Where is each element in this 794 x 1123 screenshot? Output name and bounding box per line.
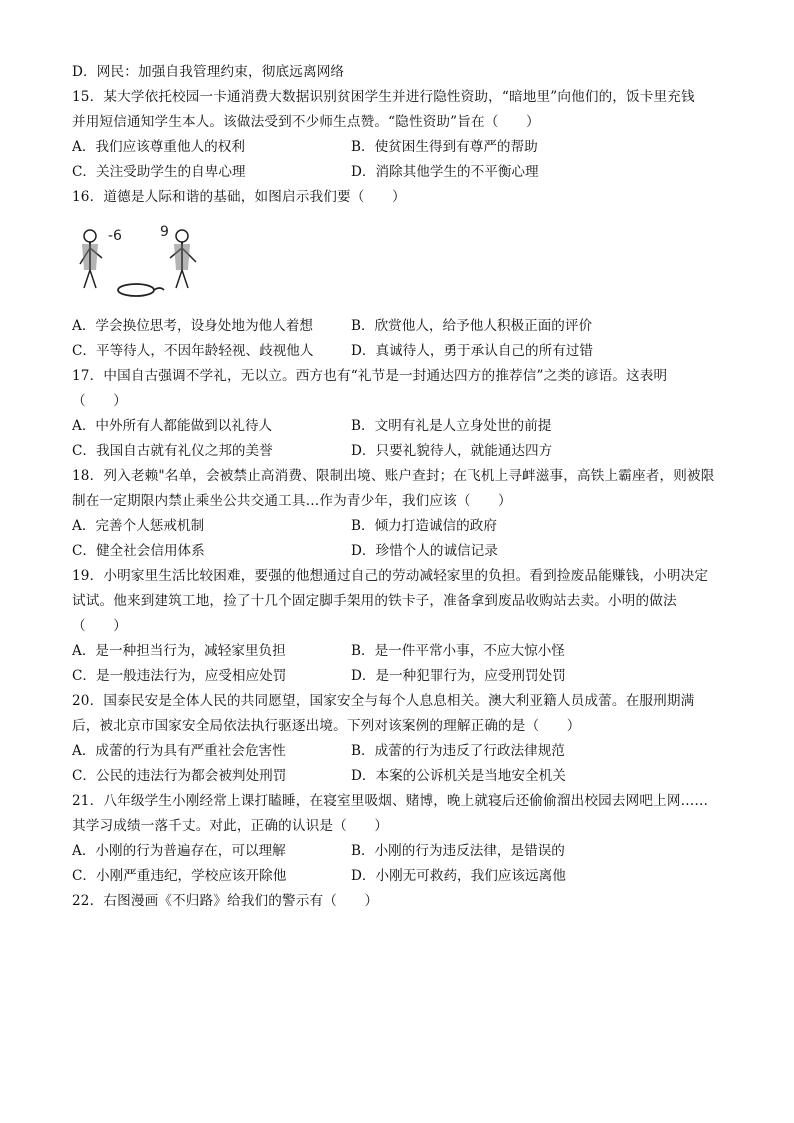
q19-stem-line-3: （ ） — [72, 618, 127, 634]
q15-stem-line-2: 并用短信通知学生本人。该做法受到不少师生点赞。“隐性资助”旨在（ ） — [72, 114, 540, 130]
q18-option-b: B．倾力打造诚信的政府 — [351, 518, 497, 534]
q20-option-b: B．成蕾的行为违反了行政法律规范 — [351, 743, 565, 759]
q18-option-c: C．健全社会信用体系 — [72, 543, 205, 559]
q17-option-c: C．我国自古就有礼仪之邦的美誉 — [72, 443, 273, 459]
q19-stem-line-1: 19．小明家里生活比较困难，要强的他想通过自己的劳动减轻家里的负担。看到捡废品能赚钱，小明决定 — [72, 568, 709, 584]
q20-option-a: A．成蕾的行为具有严重社会危害性 — [72, 743, 286, 759]
q15-option-b: B．使贫困生得到有尊严的帮助 — [351, 139, 538, 155]
q17-stem-line-1: 17．中国自古强调不学礼，无以立。西方也有“礼节是一封通达四方的推荐信”之类的谚语。这表明 — [72, 368, 668, 384]
q16-option-d: D．真诚待人，勇于承认自己的所有过错 — [351, 343, 593, 359]
q21-stem-line-2: 其学习成绩一落千丈。对此，正确的认识是（ ） — [72, 818, 389, 834]
q16-stem: 16．道德是人际和谐的基础，如图启示我们要（ ） — [72, 189, 406, 205]
q17-option-d: D．只要礼貌待人，就能通达四方 — [351, 443, 553, 459]
q21-option-a: A．小刚的行为普遍存在，可以理解 — [72, 843, 286, 859]
q15-option-c: C．关注受助学生的自卑心理 — [72, 164, 246, 180]
q21-stem-line-1: 21．八年级学生小刚经常上课打瞌睡，在寝室里吸烟、赌博，晚上就寝后还偷偷溜出校园去网吧上网…… — [72, 793, 709, 809]
q17-option-b: B．文明有礼是人立身处世的前提 — [351, 418, 552, 434]
q15-stem-line-1: 15．某大学依托校园一卡通消费大数据识别贫困学生并进行隐性资助，“暗地里”向他们的，饭卡里充钱 — [72, 89, 695, 105]
q18-option-a: A．完善个人惩戒机制 — [72, 518, 205, 534]
q19-stem-line-2: 试试。他来到建筑工地，捡了十几个固定脚手架用的铁卡子，准备拿到废品收购站去卖。小明的做法 — [72, 593, 677, 609]
q16-option-a: A．学会换位思考，设身处地为他人着想 — [72, 318, 313, 334]
q22-stem: 22．右图漫画《不归路》给我们的警示有（ ） — [72, 893, 379, 909]
q21-option-b: B．小刚的行为违反法律，是错误的 — [351, 843, 565, 859]
q21-option-c: C．小刚严重违纪，学校应该开除他 — [72, 868, 287, 884]
q20-option-d: D．本案的公诉机关是当地安全机关 — [351, 768, 566, 784]
q18-option-d: D．珍惜个人的诚信记录 — [351, 543, 498, 559]
q14-option-d: D．网民：加强自我管理约束，彻底远离网络 — [72, 64, 345, 80]
q18-stem-line-2: 制在一定期限内禁止乘坐公共交通工具…作为青少年，我们应该（ ） — [72, 493, 512, 509]
q21-option-d: D．小刚无可救药，我们应该远离他 — [351, 868, 566, 884]
q15-option-d: D．消除其他学生的不平衡心理 — [351, 164, 539, 180]
q17-stem-line-2: （ ） — [72, 393, 127, 409]
q18-stem-line-1: 18．列入老赖"名单，会被禁止高消费、限制出境、账户查封；在飞机上寻衅滋事，高铁上霸座者，则被限 — [72, 468, 715, 484]
q19-option-c: C．是一般违法行为，应受相应处罚 — [72, 668, 287, 684]
q19-option-d: D．是一种犯罪行为，应受刑罚处罚 — [351, 668, 566, 684]
q20-stem-line-2: 后，被北京市国家安全局依法执行驱逐出境。下列对该案例的理解正确的是（ ） — [72, 718, 581, 734]
q20-stem-line-1: 20．国泰民安是全体人民的共同愿望，国家安全与每个人息息相关。澳大利亚籍人员成蕾。在服刑期满 — [72, 693, 695, 709]
q16-option-b: B．欣赏他人，给予他人积极正面的评价 — [351, 318, 593, 334]
left-person-label: -6 — [108, 228, 122, 244]
right-person-label: 9 — [160, 224, 169, 240]
q19-option-a: A．是一种担当行为，减轻家里负担 — [72, 643, 286, 659]
q20-option-c: C．公民的违法行为都会被判处刑罚 — [72, 768, 287, 784]
q15-option-a: A．我们应该尊重他人的权利 — [72, 139, 245, 155]
q17-option-a: A．中外所有人都能做到以礼待人 — [72, 418, 273, 434]
q19-option-b: B．是一件平常小事，不应大惊小怪 — [351, 643, 565, 659]
q16-option-c: C．平等待人，不因年龄轻视、歧视他人 — [72, 343, 314, 359]
q16-cartoon — [72, 220, 212, 300]
cartoon-illustration — [72, 220, 212, 300]
